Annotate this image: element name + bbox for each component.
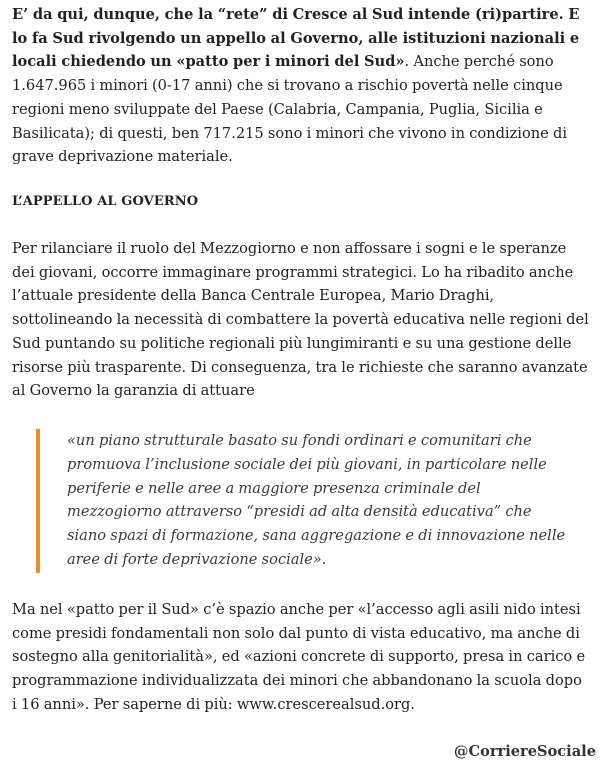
intro-paragraph xyxy=(12,0,590,169)
body-paragraph-3: Ma nel «patto per il Sud» c’è spazio anche per «l’accesso agli asili nido intesi come presidi fondamentali non solo dal punto di vista educativo, ma anche di sostegno alla genitorialità», ed «azioni concrete di supporto, presa in carico e programmazione individualizzata dei minori che abbandonano la scuola dopo i 16 anni». Per saperne di più: www.crescerealsud.org. xyxy=(12,601,586,713)
body-paragraph-2: Per rilanciare il ruolo del Mezzogiorno e non affossare i sogni e le speranze dei giovani, occorre immaginare programmi strategici. Lo ha ribadito anche l’attuale presidente della Banca Centrale Europea, Mario Draghi, sottolineando la necessità di combattere la povertà educativa nelle regioni del Sud puntando su politiche regionali più lungimiranti e su una gestione delle risorse più trasparente. Di conseguenza, tra le richieste che saranno avanzate al Governo la garanzia di attuare xyxy=(12,240,589,400)
blockquote xyxy=(36,429,568,573)
intro-regular-text: . Anche perché sono 1.647.965 i minori (0-17 anni) che si trovano a rischio povertà nelle cinque regioni meno sviluppate del Paese (Calabria, Campania, Puglia, Sicilia e Basilicata); di questi, ben 717.215 sono i minori che vivono in condizione di grave deprivazione materiale. xyxy=(12,53,568,166)
intro-bold-text: E’ da qui, dunque, che la “rete” di Cresce al Sud intende (ri)partire. E lo fa Sud rivolgendo un appello al Governo, alle istituzioni nazionali e locali chiedendo un «patto per i minori del Sud» xyxy=(12,6,580,71)
quote-text: «un piano strutturale basato su fondi ordinari e comunitari che promuova l’inclusione sociale dei più giovani, in particolare nelle periferie e nelle aree a maggiore presenza criminale del mezzogiorno attraverso “presidi ad alta densità educativa” che siano spazi di formazione, sana aggregazione e di innovazione nelle aree di forte deprivazione sociale». xyxy=(67,432,566,568)
section-heading: L’APPELLO AL GOVERNO xyxy=(12,194,199,209)
signature-handle: @CorriereSociale xyxy=(453,743,596,760)
